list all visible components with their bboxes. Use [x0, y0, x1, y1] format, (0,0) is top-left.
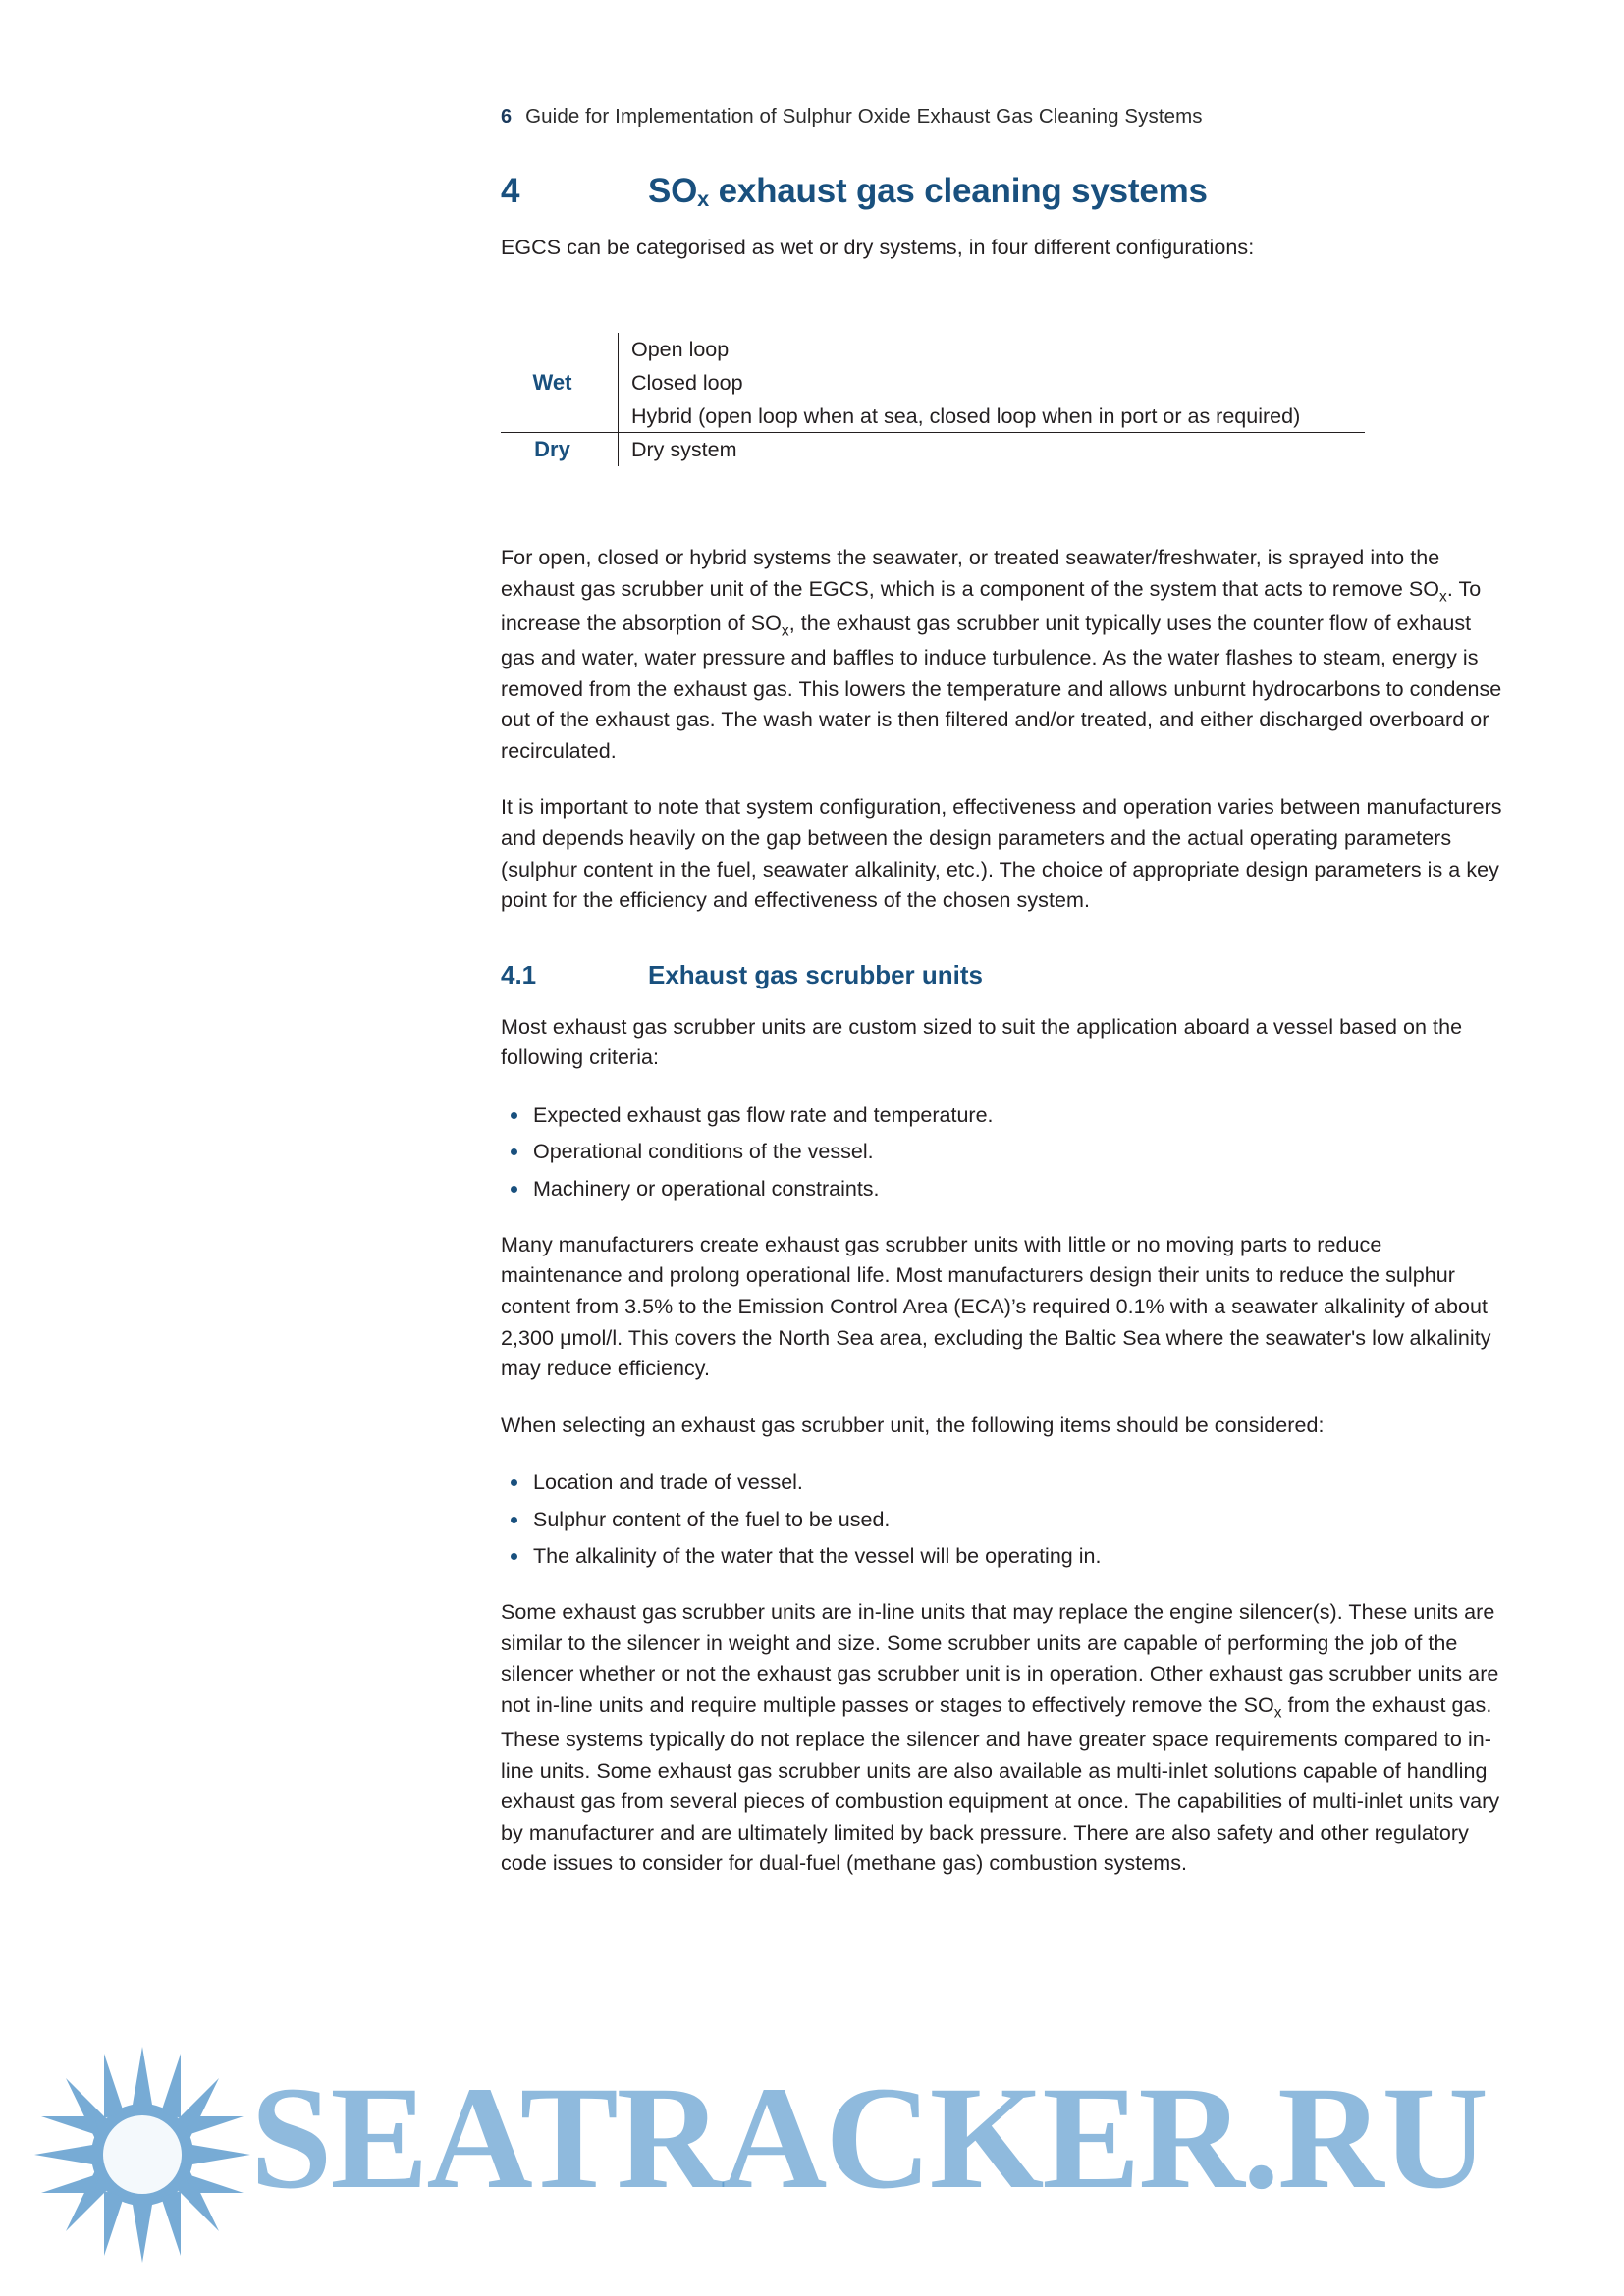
table-cell: Hybrid (open loop when at sea, closed loop when in port or as required) [631, 403, 1301, 428]
section-heading-4-1 [501, 960, 1502, 990]
table-cell-group [618, 433, 1365, 466]
table-row-cells [618, 433, 1365, 466]
list-item: Sulphur content of the fuel to be used. [501, 1504, 1502, 1535]
table-cell: Closed loop [631, 370, 743, 395]
paragraph-open-closed-hybrid: For open, closed or hybrid systems the seawater, or treated seawater/freshwater, is sprayed into the exhaust gas scrubber unit of the EGCS, which is a component of the system that acts to remove $SO_x$. To increase the absorption of $SO_x$, the exhaust gas scrubber unit typically uses the counter flow of exhaust gas and water, water pressure and baffles to induce turbulence. As the water flashes to steam, energy is removed from the exhaust gas. This lowers the temperature and allows unburnt hydrocarbons to condense out of the exhaust gas. The wash water is then filtered and/or treated, and either discharged overboard or recirculated. [501, 546, 1502, 763]
list-item: Machinery or operational constraints. [501, 1173, 1502, 1204]
configurations-table [501, 333, 1365, 467]
header-title: Guide for Implementation of Sulphur Oxide Exhaust Gas Cleaning Systems [525, 105, 1203, 128]
list-item: Expected exhaust gas flow rate and temperature. [501, 1099, 1502, 1131]
chapter-intro-paragraph: EGCS can be categorised as wet or dry systems, in four different configurations: [501, 236, 1255, 259]
list-item: Operational conditions of the vessel. [501, 1136, 1502, 1167]
sun-logo-icon [20, 2042, 265, 2268]
paragraph-manufacturers: Many manufacturers create exhaust gas scrubber units with little or no moving parts to reduce maintenance and prolong operational life. Most manufacturers design their units to reduce the sulphur content from 3.5% to the Emission Control Area (ECA)’s required 0.1% with a seawater alkalinity of about 2,300 μmol/l. This covers the North Sea area, excluding the Baltic Sea where the seawater's low alkalinity may reduce efficiency. [501, 1232, 1491, 1381]
table-cell: Dry system [631, 438, 737, 462]
paragraph-custom-sized: Most exhaust gas scrubber units are custom sized to suit the application aboard a vessel based on the following criteria: [501, 1014, 1463, 1070]
page-number: 6 [501, 106, 513, 128]
chapter-heading [501, 172, 1502, 211]
watermark-text: SEATRACKER.RU [250, 2056, 1487, 2219]
watermark [0, 2002, 1624, 2296]
list-item: Location and trade of vessel. [501, 1467, 1502, 1498]
table-row-label: Wet [501, 333, 618, 433]
table-row [501, 433, 1365, 466]
chapter-title-rest: exhaust gas cleaning systems [709, 172, 1208, 210]
table-row [501, 333, 1365, 433]
criteria-list [501, 1099, 1502, 1204]
paragraph-when-selecting: When selecting an exhaust gas scrubber unit, the following items should be considered: [501, 1413, 1325, 1437]
chapter-number: 4 [501, 172, 520, 210]
list-item: The alkalinity of the water that the vessel will be operating in. [501, 1540, 1502, 1572]
spacer [501, 466, 1502, 543]
table-cell-group [618, 333, 1365, 433]
chapter-title [648, 172, 1502, 211]
table-cell: Open loop [631, 337, 730, 361]
table-row-cells [618, 333, 1365, 433]
table-row-label: Dry [534, 437, 570, 462]
paragraph-in-line-units: Some exhaust gas scrubber units are in-line units that may replace the engine silencer(s). These units are similar to the silencer in weight and size. Some scrubber units are capable of performing the job of the silencer whether or not the exhaust gas scrubber unit is in operation. Other exhaust gas scrubber units are not in-line units and require multiple passes or stages to effectively remove the $SO_x$ from the exhaust gas. These systems typically do not replace the silencer and have greater space requirements compared to in-line units. Some exhaust gas scrubber units are also available as multi-inlet solutions capable of handling exhaust gas from several pieces of combustion equipment at once. The capabilities of multi-inlet units vary by manufacturer and are ultimately limited by back pressure. There are also safety and other regulatory code issues to consider for dual-fuel (methane gas) combustion systems. [501, 1600, 1500, 1876]
chapter-title-prefix: SO [648, 172, 698, 210]
chapter-title-subscript: x [697, 187, 710, 211]
section-number: 4.1 [501, 959, 537, 989]
paragraph-system-configuration: It is important to note that system configuration, effectiveness and operation varies between manufacturers and depends heavily on the gap between the design parameters and the actual operating parameters (sulphur content in the fuel, seawater alkalinity, etc.). The choice of appropriate design parameters is a key point for the efficiency and effectiveness of the chosen system. [501, 795, 1502, 913]
page-content [501, 172, 1502, 1905]
running-header [501, 105, 1203, 129]
selection-list [501, 1467, 1502, 1572]
section-title: Exhaust gas scrubber units [648, 959, 983, 989]
